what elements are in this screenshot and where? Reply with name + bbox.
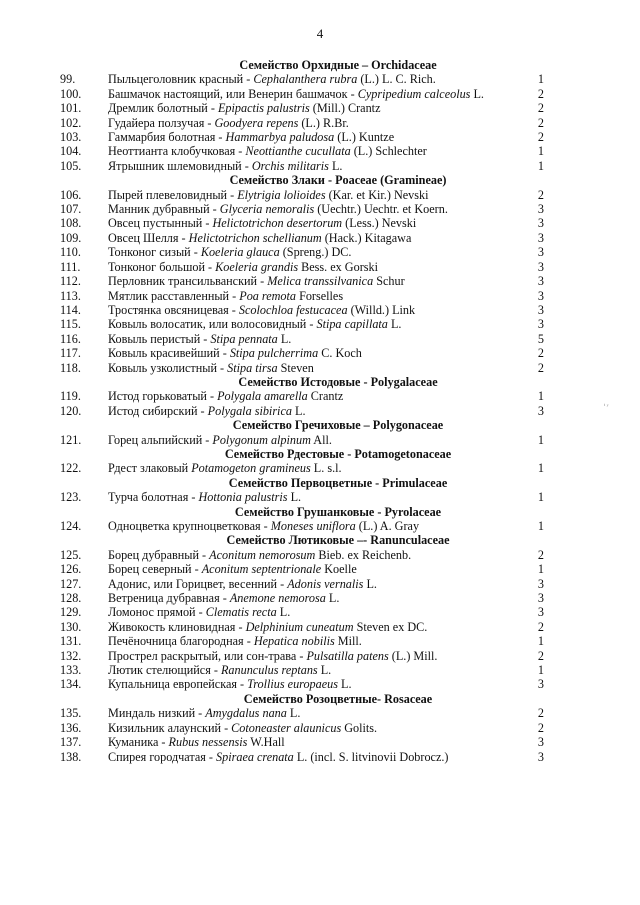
- author-citation: L.: [286, 706, 301, 721]
- latin-name: Helictotrichon desertorum: [212, 216, 343, 231]
- author-citation: L.: [317, 663, 332, 678]
- latin-name: Koeleria grandis: [215, 259, 299, 274]
- page-number: 4: [316, 26, 324, 41]
- rarity-category: 2: [537, 706, 544, 721]
- species-entry: [60, 101, 560, 115]
- entry-number: 133.: [60, 663, 82, 678]
- author-citation: (Uechtr.) Uechtr. et Koern.: [314, 202, 448, 217]
- author-citation: Steven ex DC.: [353, 619, 428, 634]
- latin-name: Hottonia palustris: [198, 490, 288, 505]
- russian-name: Кизильник алаунский -: [108, 720, 232, 735]
- russian-name: Живокость клиновидная -: [108, 619, 246, 634]
- species-entry: [60, 231, 560, 245]
- latin-name: Spiraea crenata: [216, 749, 294, 764]
- species-entry: [60, 735, 560, 749]
- latin-name: Adonis vernalis: [287, 576, 364, 591]
- species-name: [108, 231, 510, 245]
- latin-name: Ranunculus reptans: [220, 663, 318, 678]
- author-citation: (L.) Kuntze: [334, 130, 395, 145]
- species-name: [108, 548, 510, 562]
- entry-number: 128.: [60, 591, 82, 606]
- entry-number: 129.: [60, 605, 82, 620]
- russian-name: Ветреница дубравная -: [108, 591, 230, 606]
- species-name: [108, 274, 510, 288]
- russian-name: Ковыль волосатик, или волосовидный -: [108, 317, 317, 332]
- species-name: [108, 202, 510, 216]
- species-entry: [60, 116, 560, 130]
- rarity-category: 1: [537, 562, 544, 577]
- author-citation: Koelle: [321, 562, 357, 577]
- rarity-category: 1: [537, 389, 544, 404]
- species-name: [108, 144, 510, 158]
- latin-name: Helictotrichon schellianum: [188, 230, 322, 245]
- species-name: [108, 620, 510, 634]
- russian-name: Лютик стелющийся -: [108, 663, 221, 678]
- author-citation: (Mill.) Crantz: [309, 101, 381, 116]
- species-entry: [60, 591, 560, 605]
- species-name: [108, 130, 510, 144]
- family-heading: Семейство Рдестовые - Potamogetonaceae: [224, 446, 452, 461]
- species-entry: [60, 346, 560, 360]
- species-name: [108, 721, 510, 735]
- species-name: [108, 346, 510, 360]
- latin-name: Melica transsilvanica: [267, 274, 374, 289]
- species-entry: [60, 634, 560, 648]
- entry-number: 106.: [60, 187, 82, 202]
- species-list: [60, 58, 560, 764]
- species-entry: [60, 332, 560, 346]
- species-name: [108, 87, 510, 101]
- russian-name: Печёночница благородная -: [108, 634, 254, 649]
- entry-number: 132.: [60, 648, 82, 663]
- entry-number: 123.: [60, 490, 82, 505]
- latin-name: Stipa capillata: [316, 317, 388, 332]
- entry-number: 135.: [60, 706, 82, 721]
- latin-name: Polygala amarella: [217, 389, 308, 404]
- rarity-category: 2: [537, 101, 544, 116]
- species-entry: [60, 303, 560, 317]
- family-heading: Семейство Грушанковые - Pyrolaceae: [234, 504, 442, 519]
- species-name: [108, 303, 510, 317]
- species-name: [108, 245, 510, 259]
- russian-name: Мятлик расставленный -: [108, 288, 240, 303]
- rarity-category: 3: [537, 591, 544, 606]
- species-name: [108, 361, 510, 375]
- russian-name: Перловник трансильванский -: [108, 274, 268, 289]
- russian-name: Ятрышник шлемовидный -: [108, 158, 252, 173]
- species-name: [108, 519, 510, 533]
- species-entry: [60, 389, 560, 403]
- rarity-category: 2: [537, 346, 544, 361]
- species-name: [108, 332, 510, 346]
- species-name: [108, 735, 510, 749]
- species-name: [108, 289, 510, 303]
- family-heading: Семейство Розоцветные- Rosaceae: [243, 691, 433, 706]
- russian-name: Тростянка овсяницевая -: [108, 302, 239, 317]
- species-name: [108, 562, 510, 576]
- russian-name: Тонконог сизый -: [108, 245, 201, 260]
- russian-name: Пыльцеголовник красный -: [108, 72, 254, 87]
- author-citation: Crantz: [307, 389, 344, 404]
- species-entry: [60, 706, 560, 720]
- rarity-category: 1: [537, 158, 544, 173]
- entry-number: 121.: [60, 432, 82, 447]
- species-entry: [60, 404, 560, 418]
- author-citation: (Kar. et Kir.) Nevski: [325, 187, 429, 202]
- entry-number: 120.: [60, 403, 82, 418]
- author-citation: L. (incl. S. litvinovii Dobrocz.): [293, 749, 449, 764]
- rarity-category: 2: [537, 360, 544, 375]
- author-citation: (L.) R.Br.: [298, 115, 349, 130]
- rarity-category: 3: [537, 216, 544, 231]
- latin-name: Stipa pennata: [210, 331, 278, 346]
- rarity-category: 3: [537, 288, 544, 303]
- author-citation: Bieb. ex Reichenb.: [315, 547, 412, 562]
- species-name: [108, 188, 510, 202]
- rarity-category: 1: [537, 663, 544, 678]
- author-citation: Mill.: [334, 634, 362, 649]
- latin-name: Aconitum nemorosum: [209, 547, 316, 562]
- russian-name: Адонис, или Горицвет, весенний -: [108, 576, 288, 591]
- latin-name: Pulsatilla patens: [306, 648, 389, 663]
- latin-name: Cypripedium calceolus: [357, 86, 471, 101]
- rarity-category: 3: [537, 605, 544, 620]
- species-entry: [60, 245, 560, 259]
- russian-name: Куманика -: [108, 735, 169, 750]
- author-citation: (L.) L. C. Rich.: [357, 72, 436, 87]
- author-citation: (Willd.) Link: [347, 302, 416, 317]
- species-entry: [60, 361, 560, 375]
- author-citation: (Spreng.) DC.: [279, 245, 352, 260]
- entry-number: 105.: [60, 158, 82, 173]
- author-citation: L.: [328, 158, 343, 173]
- species-entry: [60, 663, 560, 677]
- rarity-category: 1: [537, 72, 544, 87]
- family-heading: Семейство Орхидные – Orchidaceae: [239, 58, 437, 72]
- family-heading: Семейство Злаки - Poaceae (Gramineae): [229, 173, 447, 188]
- author-citation: W.Hall: [247, 735, 285, 750]
- latin-name: Poa remota: [239, 288, 297, 303]
- species-entry: [60, 433, 560, 447]
- entry-number: 110.: [60, 245, 81, 260]
- latin-name: Hammarbya paludosa: [225, 130, 335, 145]
- russian-name: Ломонос прямой -: [108, 605, 206, 620]
- species-entry: [60, 677, 560, 691]
- entry-number: 102.: [60, 115, 82, 130]
- rarity-category: 3: [537, 274, 544, 289]
- latin-name: Hepatica nobilis: [253, 634, 335, 649]
- russian-name: Ковыль перистый -: [108, 331, 211, 346]
- russian-name: Горец альпийский -: [108, 432, 213, 447]
- russian-name: Истод горьковатый -: [108, 389, 218, 404]
- entry-number: 116.: [60, 331, 81, 346]
- latin-name: Moneses uniflora: [270, 519, 356, 533]
- rarity-category: 2: [537, 720, 544, 735]
- author-citation: Schur: [373, 274, 405, 289]
- species-name: [108, 404, 510, 418]
- species-entry: [60, 605, 560, 619]
- latin-name: Trollius europaeus: [247, 677, 338, 692]
- entry-number: 103.: [60, 130, 82, 145]
- species-entry: [60, 750, 560, 764]
- species-name: [108, 634, 510, 648]
- rarity-category: 3: [537, 677, 544, 692]
- rarity-category: 2: [537, 187, 544, 202]
- entry-number: 124.: [60, 519, 82, 533]
- rarity-category: 2: [537, 86, 544, 101]
- rarity-category: 5: [537, 331, 544, 346]
- entry-number: 99.: [60, 72, 76, 87]
- entry-number: 119.: [60, 389, 81, 404]
- entry-number: 138.: [60, 749, 82, 764]
- author-citation: All.: [310, 432, 332, 447]
- entry-number: 131.: [60, 634, 82, 649]
- russian-name: Ковыль узколистный -: [108, 360, 228, 375]
- species-entry: [60, 519, 560, 533]
- entry-number: 127.: [60, 576, 82, 591]
- latin-name: Elytrigia lolioides: [237, 187, 326, 202]
- rarity-category: 2: [537, 619, 544, 634]
- russian-name: Рдест злаковый: [108, 461, 192, 476]
- rarity-category: 2: [537, 648, 544, 663]
- russian-name: Гудайера ползучая -: [108, 115, 215, 130]
- entry-number: 113.: [60, 288, 81, 303]
- author-citation: (L.) Schlechter: [350, 144, 427, 159]
- russian-name: Спирея городчатая -: [108, 749, 217, 764]
- author-citation: (Less.) Nevski: [342, 216, 417, 231]
- russian-name: Одноцветка крупноцветковая -: [108, 519, 271, 533]
- species-entry: [60, 188, 560, 202]
- latin-name: Aconitum septentrionale: [201, 562, 322, 577]
- family-heading: Семейство Лютиковые –- Ranunculaceae: [226, 533, 450, 548]
- author-citation: L.: [291, 403, 306, 418]
- entry-number: 115.: [60, 317, 81, 332]
- species-name: [108, 433, 510, 447]
- latin-name: Anemone nemorosa: [229, 591, 326, 606]
- entry-number: 137.: [60, 735, 82, 750]
- species-entry: [60, 317, 560, 331]
- species-entry: [60, 260, 560, 274]
- russian-name: Овсец Шелля -: [108, 230, 189, 245]
- entry-number: 125.: [60, 547, 82, 562]
- rarity-category: 3: [537, 576, 544, 591]
- author-citation: L.: [338, 677, 352, 692]
- species-name: [108, 663, 510, 677]
- species-name: [108, 101, 510, 115]
- entry-number: 104.: [60, 144, 82, 159]
- author-citation: L.: [387, 317, 402, 332]
- species-entry: [60, 562, 560, 576]
- russian-name: Гаммарбия болотная -: [108, 130, 226, 145]
- family-heading: Семейство Первоцветные - Primulaceae: [228, 475, 448, 490]
- latin-name: Goodyera repens: [214, 115, 299, 130]
- author-citation: C. Koch: [318, 346, 362, 361]
- species-name: [108, 159, 510, 173]
- latin-name: Orchis militaris: [251, 158, 329, 173]
- rarity-category: 1: [537, 432, 544, 447]
- species-entry: [60, 274, 560, 288]
- author-citation: (L.) Mill.: [388, 648, 438, 663]
- latin-name: Koeleria glauca: [200, 245, 280, 260]
- species-entry: [60, 620, 560, 634]
- latin-name: Clematis recta: [205, 605, 277, 620]
- entry-number: 134.: [60, 677, 82, 692]
- entry-number: 109.: [60, 230, 82, 245]
- entry-number: 101.: [60, 101, 82, 116]
- author-citation: Golits.: [341, 720, 378, 735]
- species-entry: [60, 87, 560, 101]
- species-entry: [60, 159, 560, 173]
- entry-number: 111.: [60, 259, 81, 274]
- rarity-category: 3: [537, 259, 544, 274]
- species-entry: [60, 216, 560, 230]
- family-heading: Семейство Истодовые - Polygalaceae: [238, 374, 438, 389]
- species-name: [108, 706, 510, 720]
- rarity-category: 3: [537, 245, 544, 260]
- rarity-category: 3: [537, 749, 544, 764]
- entry-number: 112.: [60, 274, 81, 289]
- russian-name: Турча болотная -: [108, 490, 199, 505]
- entry-number: 136.: [60, 720, 82, 735]
- rarity-category: 2: [537, 130, 544, 145]
- species-entry: [60, 72, 560, 86]
- entry-number: 118.: [60, 360, 81, 375]
- latin-name: Polygala sibirica: [207, 403, 292, 418]
- rarity-category: 1: [537, 461, 544, 476]
- author-citation: L.: [470, 86, 484, 101]
- entry-number: 126.: [60, 562, 82, 577]
- species-name: [108, 116, 510, 130]
- species-entry: [60, 548, 560, 562]
- species-entry: [60, 721, 560, 735]
- species-name: [108, 490, 510, 504]
- russian-name: Овсец пустынный -: [108, 216, 213, 231]
- latin-name: Epipactis palustris: [217, 101, 310, 116]
- rarity-category: 3: [537, 317, 544, 332]
- entry-number: 100.: [60, 86, 82, 101]
- entry-number: 107.: [60, 202, 82, 217]
- rarity-category: 3: [537, 735, 544, 750]
- entry-number: 117.: [60, 346, 81, 361]
- author-citation: Steven: [277, 360, 314, 375]
- species-entry: [60, 577, 560, 591]
- species-entry: [60, 289, 560, 303]
- family-heading: Семейство Гречиховые – Polygonaceae: [232, 418, 444, 433]
- latin-name: Potamogeton gramineus: [191, 461, 311, 476]
- latin-name: Cephalanthera rubra: [253, 72, 358, 87]
- species-entry: [60, 130, 560, 144]
- species-name: [108, 461, 510, 475]
- entry-number: 122.: [60, 461, 82, 476]
- species-name: [108, 216, 510, 230]
- species-entry: [60, 649, 560, 663]
- species-entry: [60, 202, 560, 216]
- marginal-note: ⁱ ʸ: [604, 404, 609, 410]
- species-name: [108, 389, 510, 403]
- species-name: [108, 591, 510, 605]
- species-name: [108, 750, 510, 764]
- author-citation: Forselles: [296, 288, 344, 303]
- entry-number: 108.: [60, 216, 82, 231]
- rarity-category: 1: [537, 144, 544, 159]
- latin-name: Stipa tirsa: [227, 360, 278, 375]
- author-citation: (L.) A. Gray: [355, 519, 420, 533]
- latin-name: Delphinium cuneatum: [245, 619, 354, 634]
- rarity-category: 3: [537, 230, 544, 245]
- species-name: [108, 605, 510, 619]
- russian-name: Купальница европейская -: [108, 677, 248, 692]
- species-name: [108, 260, 510, 274]
- russian-name: Борец северный -: [108, 562, 202, 577]
- entry-number: 130.: [60, 619, 82, 634]
- author-citation: L.: [277, 331, 292, 346]
- author-citation: L.: [325, 591, 340, 606]
- russian-name: Борец дубравный -: [108, 547, 210, 562]
- latin-name: Scolochloa festucacea: [238, 302, 348, 317]
- species-name: [108, 677, 510, 691]
- russian-name: Башмачок настоящий, или Венерин башмачок -: [108, 86, 358, 101]
- latin-name: Rubus nessensis: [168, 735, 248, 750]
- russian-name: Неоттианта клобучковая -: [108, 144, 246, 159]
- latin-name: Glyceria nemoralis: [219, 202, 315, 217]
- latin-name: Neottianthe cucullata: [245, 144, 351, 159]
- author-citation: L.: [287, 490, 302, 505]
- russian-name: Манник дубравный -: [108, 202, 220, 217]
- rarity-category: 3: [537, 403, 544, 418]
- russian-name: Дремлик болотный -: [108, 101, 218, 116]
- species-name: [108, 577, 510, 591]
- species-entry: [60, 490, 560, 504]
- species-entry: [60, 144, 560, 158]
- latin-name: Cotoneaster alaunicus: [231, 720, 342, 735]
- russian-name: Пырей плевеловидный -: [108, 187, 238, 202]
- rarity-category: 2: [537, 547, 544, 562]
- rarity-category: 1: [537, 490, 544, 505]
- latin-name: Polygonum alpinum: [212, 432, 311, 447]
- russian-name: Ковыль красивейший -: [108, 346, 230, 361]
- russian-name: Миндаль низкий -: [108, 706, 206, 721]
- author-citation: Bess. ex Gorski: [298, 259, 378, 274]
- entry-number: 114.: [60, 302, 81, 317]
- rarity-category: 3: [537, 202, 544, 217]
- author-citation: L.: [276, 605, 291, 620]
- species-name: [108, 649, 510, 663]
- author-citation: L.: [363, 576, 377, 591]
- rarity-category: 2: [537, 115, 544, 130]
- latin-name: Stipa pulcherrima: [229, 346, 319, 361]
- latin-name: Amygdalus nana: [205, 706, 287, 721]
- species-entry: [60, 461, 560, 475]
- species-name: [108, 317, 510, 331]
- author-citation: L. s.l.: [310, 461, 342, 476]
- russian-name: Тонконог большой -: [108, 259, 216, 274]
- rarity-category: 3: [537, 302, 544, 317]
- rarity-category: 1: [537, 634, 544, 649]
- rarity-category: 1: [537, 519, 544, 533]
- species-name: [108, 72, 510, 86]
- russian-name: Прострел раскрытый, или сон-трава -: [108, 648, 307, 663]
- russian-name: Истод сибирский -: [108, 403, 208, 418]
- author-citation: (Hack.) Kitagawa: [321, 230, 412, 245]
